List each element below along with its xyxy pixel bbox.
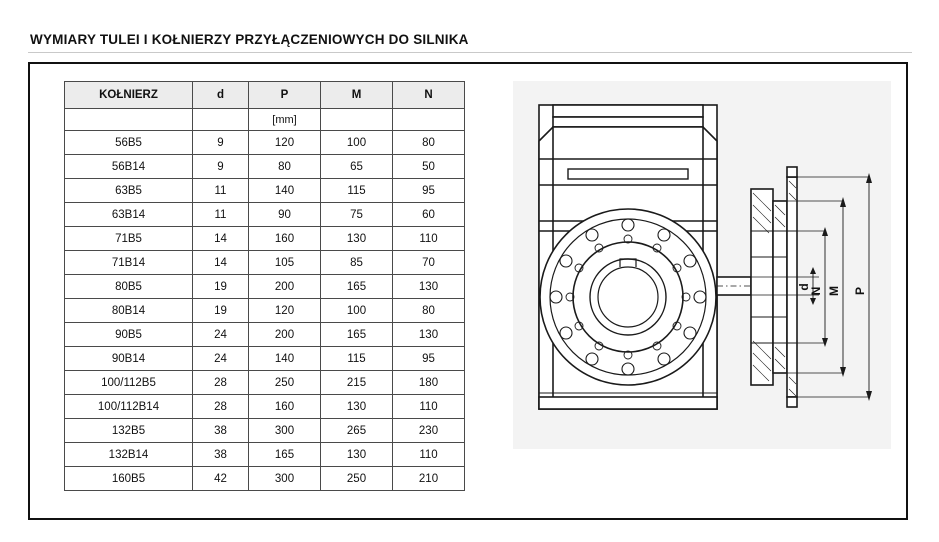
cell-p: 120 [249, 299, 321, 323]
cell-d: 38 [193, 443, 249, 467]
cell-d: 11 [193, 203, 249, 227]
table-unit-row [65, 109, 465, 131]
cell-n: 80 [393, 131, 465, 155]
cell-p: 160 [249, 227, 321, 251]
cell-m: 65 [321, 155, 393, 179]
table-header-m: M [321, 82, 393, 109]
cell-m: 115 [321, 347, 393, 371]
table-row [65, 467, 465, 491]
cell-m: 215 [321, 371, 393, 395]
dim-label-p: P [853, 286, 867, 296]
cell-n: 230 [393, 419, 465, 443]
cell-d: 38 [193, 419, 249, 443]
cell-p: 160 [249, 395, 321, 419]
cell-n: 50 [393, 155, 465, 179]
cell-p: 165 [249, 443, 321, 467]
table-row [65, 443, 465, 467]
cell-m: 130 [321, 395, 393, 419]
unit-cell-2: [mm] [249, 109, 321, 131]
title-divider [28, 52, 912, 53]
cell-d: 24 [193, 323, 249, 347]
cell-m: 85 [321, 251, 393, 275]
cell-d: 14 [193, 227, 249, 251]
table-row [65, 275, 465, 299]
cell-d: 9 [193, 155, 249, 179]
table-row [65, 347, 465, 371]
cell-kolnierz: 100/112B5 [65, 371, 193, 395]
cell-p: 250 [249, 371, 321, 395]
cell-p: 140 [249, 347, 321, 371]
cell-p: 300 [249, 419, 321, 443]
table-row [65, 131, 465, 155]
cell-p: 140 [249, 179, 321, 203]
table-header-row [65, 82, 465, 109]
cell-p: 105 [249, 251, 321, 275]
cell-kolnierz: 63B5 [65, 179, 193, 203]
gearbox-motor-flange-drawing [513, 81, 891, 449]
cell-p: 80 [249, 155, 321, 179]
table-header-p: P [249, 82, 321, 109]
cell-p: 200 [249, 275, 321, 299]
cell-n: 110 [393, 443, 465, 467]
unit-cell-4 [393, 109, 465, 131]
cell-n: 95 [393, 347, 465, 371]
cell-kolnierz: 132B5 [65, 419, 193, 443]
table-header-kolnierz: KOŁNIERZ [65, 82, 193, 109]
cell-d: 24 [193, 347, 249, 371]
cell-m: 165 [321, 323, 393, 347]
table-row [65, 323, 465, 347]
cell-d: 19 [193, 275, 249, 299]
dimensions-table-wrap [64, 81, 465, 491]
table-row [65, 179, 465, 203]
cell-d: 11 [193, 179, 249, 203]
cell-kolnierz: 132B14 [65, 443, 193, 467]
cell-m: 265 [321, 419, 393, 443]
cell-d: 28 [193, 371, 249, 395]
cell-p: 120 [249, 131, 321, 155]
cell-d: 19 [193, 299, 249, 323]
cell-kolnierz: 56B14 [65, 155, 193, 179]
cell-kolnierz: 100/112B14 [65, 395, 193, 419]
cell-d: 9 [193, 131, 249, 155]
cell-n: 180 [393, 371, 465, 395]
content-frame [28, 62, 908, 520]
cell-m: 130 [321, 227, 393, 251]
unit-cell-0 [65, 109, 193, 131]
cell-m: 250 [321, 467, 393, 491]
dimensions-table [64, 81, 465, 491]
cell-kolnierz: 80B14 [65, 299, 193, 323]
table-row [65, 395, 465, 419]
cell-p: 90 [249, 203, 321, 227]
cell-n: 110 [393, 227, 465, 251]
cell-n: 60 [393, 203, 465, 227]
table-row [65, 251, 465, 275]
cell-kolnierz: 71B5 [65, 227, 193, 251]
cell-n: 80 [393, 299, 465, 323]
table-row [65, 299, 465, 323]
dim-label-m: M [827, 286, 841, 296]
table-row [65, 419, 465, 443]
table-row [65, 155, 465, 179]
cell-n: 110 [393, 395, 465, 419]
dim-label-d: d [797, 283, 811, 291]
cell-kolnierz: 80B5 [65, 275, 193, 299]
cell-m: 100 [321, 131, 393, 155]
unit-cell-3 [321, 109, 393, 131]
cell-d: 28 [193, 395, 249, 419]
cell-m: 100 [321, 299, 393, 323]
cell-p: 300 [249, 467, 321, 491]
cell-n: 130 [393, 275, 465, 299]
cell-n: 130 [393, 323, 465, 347]
table-row [65, 227, 465, 251]
cell-p: 200 [249, 323, 321, 347]
cell-m: 115 [321, 179, 393, 203]
table-header-d: d [193, 82, 249, 109]
cell-n: 95 [393, 179, 465, 203]
cell-m: 130 [321, 443, 393, 467]
cell-n: 70 [393, 251, 465, 275]
cell-kolnierz: 63B14 [65, 203, 193, 227]
cell-n: 210 [393, 467, 465, 491]
cell-kolnierz: 56B5 [65, 131, 193, 155]
unit-cell-1 [193, 109, 249, 131]
cell-kolnierz: 160B5 [65, 467, 193, 491]
table-header-n: N [393, 82, 465, 109]
cell-m: 75 [321, 203, 393, 227]
cell-d: 42 [193, 467, 249, 491]
table-row [65, 371, 465, 395]
cell-m: 165 [321, 275, 393, 299]
cell-kolnierz: 90B14 [65, 347, 193, 371]
page-title: WYMIARY TULEI I KOŁNIERZY PRZYŁĄCZENIOWYCH DO SILNIKA [30, 32, 469, 47]
dim-label-n: N [809, 286, 823, 296]
cell-d: 14 [193, 251, 249, 275]
table-row [65, 203, 465, 227]
cell-kolnierz: 90B5 [65, 323, 193, 347]
cell-kolnierz: 71B14 [65, 251, 193, 275]
